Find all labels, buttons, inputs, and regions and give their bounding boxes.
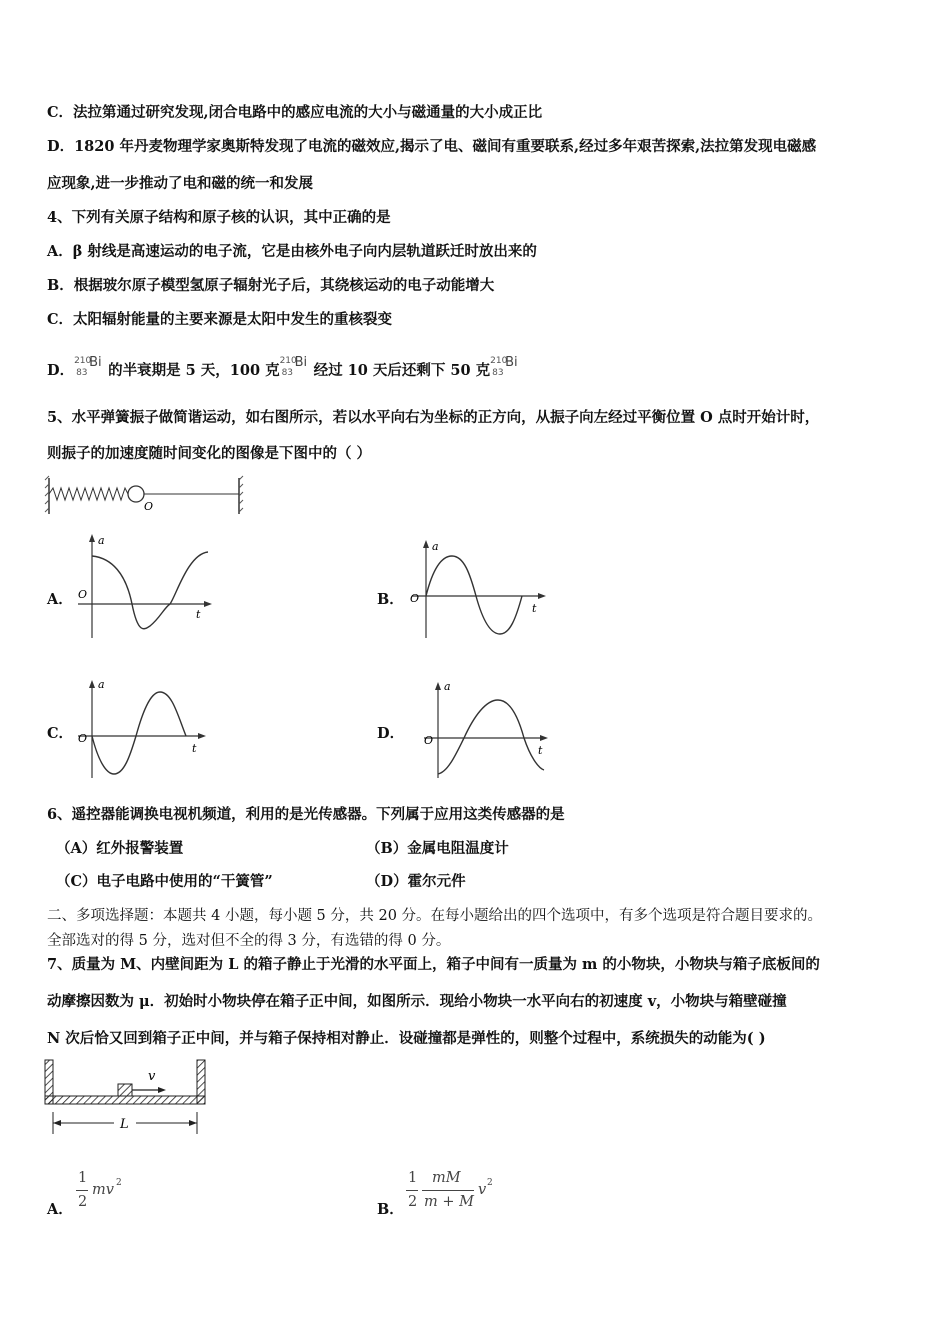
q7-option-b-label: B．: [377, 1201, 404, 1218]
nuclide-bi210: 210 83 Bi: [279, 355, 308, 378]
q5-stem-line1: 5、水平弹簧振子做简谐运动，如右图所示，若以水平向右为坐标的正方向，从振子向左经过平衡位置 O 点时开始计时，: [47, 409, 820, 426]
graph-option-c: [74, 676, 214, 780]
equilibrium-label-o: O: [144, 500, 154, 513]
q6-option-c: （C）电子电路中使用的“干簧管”: [56, 873, 273, 890]
nuclide-bi210: 210 83 Bi: [74, 355, 102, 378]
svg-text:a: a: [432, 540, 439, 553]
q6-option-b: （B）金属电阻温度计: [366, 840, 509, 857]
box-floor: [45, 1096, 205, 1104]
q4-stem: 4、下列有关原子结构和原子核的认识，其中正确的是: [47, 209, 391, 226]
svg-text:t: t: [532, 602, 537, 615]
q7-stem-line1: 7、质量为 M、内壁间距为 L 的箱子静止于光滑的水平面上，箱子中间有一质量为 m 的小物块，小物块与箱子底板间的: [47, 956, 820, 973]
svg-text:a: a: [98, 534, 105, 547]
graph-option-d: [404, 676, 556, 780]
q4-option-a: A．β 射线是高速运动的电子流，它是由核外电子向内层轨道跃迁时放出来的: [47, 243, 537, 260]
spring-oscillator-figure: [44, 476, 248, 516]
svg-text:a: a: [444, 680, 451, 693]
q4-option-d: D． 210 83 Bi 的半衰期是 5 天，100 克 210 83 Bi 经过 10 天后还剩下 50 克 210 83 Bi: [47, 357, 524, 381]
curve-d: [438, 700, 544, 774]
q5-option-a-label: A．: [47, 591, 73, 608]
length-label: L: [120, 1117, 129, 1132]
q4-option-c: C．太阳辐射能量的主要来源是太阳中发生的重核裂变: [47, 311, 393, 328]
q5-stem-line2: 则振子的加速度随时间变化的图像是下图中的（ ）: [47, 445, 372, 462]
box-figure: [44, 1058, 210, 1138]
q3-option-c: C．法拉第通过研究发现,闭合电路中的感应电流的大小与磁通量的大小成正比: [47, 104, 543, 121]
q5-option-c-label: C．: [47, 725, 74, 742]
q5-option-d-label: D．: [377, 725, 405, 742]
q5-option-b-label: B．: [377, 591, 404, 608]
q7-option-a-formula: 1 2 mv 2: [78, 1170, 122, 1210]
q6-stem: 6、遥控器能调换电视机频道，利用的是光传感器。下列属于应用这类传感器的是: [47, 806, 565, 823]
curve-c: [92, 692, 186, 774]
svg-text:t: t: [538, 744, 543, 757]
curve-a: [92, 552, 208, 629]
q3-option-d-line1: D．1820 年丹麦物理学家奥斯特发现了电流的磁效应,揭示了电、磁间有重要联系,经过多年艰苦探索,法拉第发现电磁感: [47, 138, 817, 155]
section2-line2: 全部选对的得 5 分，选对但不全的得 3 分，有选错的得 0 分。: [47, 933, 451, 949]
svg-text:O: O: [424, 734, 434, 747]
q4-option-b: B．根据玻尔原子模型氢原子辐射光子后，其绕核运动的电子动能增大: [47, 277, 495, 294]
small-block: [118, 1084, 132, 1096]
curve-b: [426, 556, 522, 634]
svg-text:a: a: [98, 678, 105, 691]
q7-option-b-formula: 1 2 mM m + M v 2: [408, 1170, 493, 1210]
section2-line1: 二、多项选择题：本题共 4 小题，每小题 5 分，共 20 分。在每小题给出的四个选项中，有多个选项是符合题目要求的。: [47, 908, 823, 924]
q4-option-d-label: D．: [47, 362, 75, 379]
spring-coil: [49, 488, 128, 500]
q3-option-d-line2: 应现象,进一步推动了电和磁的统一和发展: [47, 175, 314, 192]
oscillator-ball: [128, 486, 144, 502]
nuclide-bi210: 210 83 Bi: [490, 355, 518, 378]
svg-text:t: t: [196, 608, 201, 621]
svg-text:O: O: [78, 732, 88, 745]
q7-stem-line2: 动摩擦因数为 μ．初始时小物块停在箱子正中间，如图所示．现给小物块一水平向右的初速度 v，小物块与箱壁碰撞: [47, 993, 787, 1010]
svg-text:O: O: [78, 588, 88, 601]
q7-stem-line3: N 次后恰又回到箱子正中间，并与箱子保持相对静止．设碰撞都是弹性的，则整个过程中，系统损失的动能为( ): [47, 1030, 766, 1047]
q6-option-a: （A）红外报警装置: [56, 840, 184, 857]
graph-option-b: [404, 534, 550, 640]
svg-text:t: t: [192, 742, 197, 755]
velocity-label: v: [148, 1069, 156, 1084]
graph-option-a: [74, 534, 214, 640]
q7-option-a-label: A．: [47, 1201, 73, 1218]
svg-text:O: O: [410, 592, 420, 605]
q6-option-d: （D）霍尔元件: [366, 873, 466, 890]
